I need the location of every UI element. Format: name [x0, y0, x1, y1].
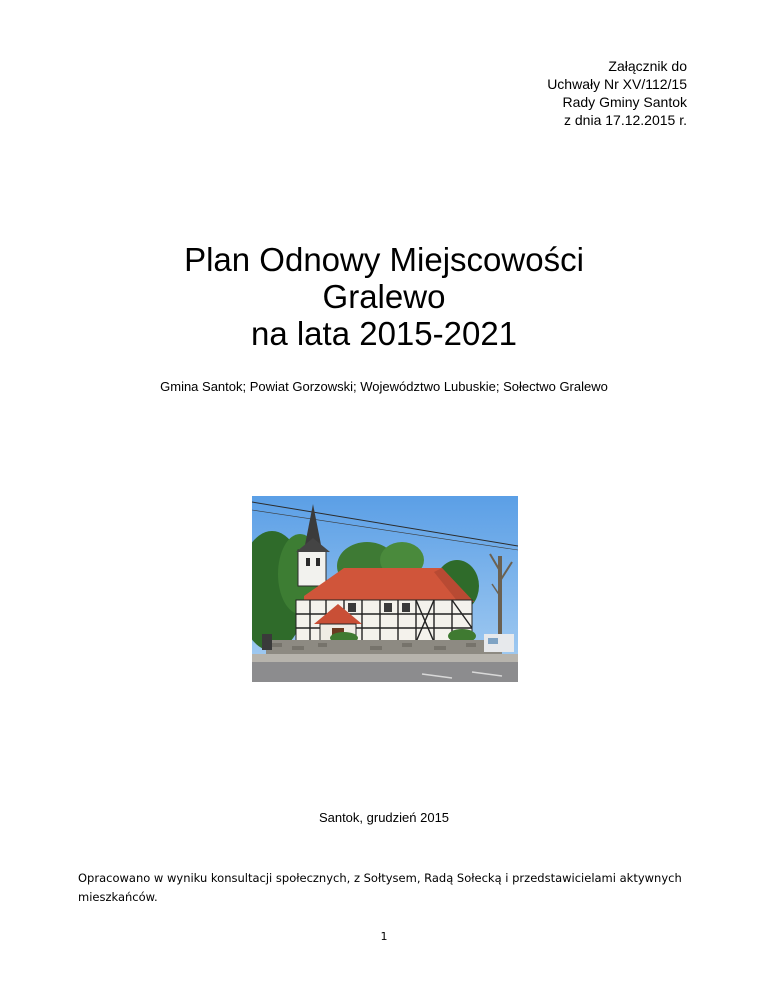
title-line-years: na lata 2015-2021: [250, 315, 518, 352]
signboard: [262, 634, 272, 650]
church-photo: [252, 496, 518, 682]
document-title: [0, 241, 768, 352]
resolution-date: z dnia 17.12.2015 r.: [564, 112, 687, 128]
administrative-location: Gmina Santok; Powiat Gorzowski; Województwo Lubuskie; Sołectwo Gralewo: [160, 379, 608, 394]
attachment-note: [547, 57, 687, 129]
sidewalk: [252, 654, 518, 662]
page-number: 1: [380, 930, 388, 943]
consultation-note: Opracowano w wyniku konsultacji społecznych, z Sołtysem, Radą Sołecką i przedstawicielami aktywnych mieszkańców.: [78, 871, 682, 904]
road: [252, 662, 518, 682]
attachment-line: Załącznik do: [608, 58, 687, 74]
title-line-village: Gralewo: [322, 278, 446, 315]
title-line-plan: Plan Odnowy Miejscowości: [184, 241, 584, 278]
church-tower: [298, 550, 326, 586]
resolution-number: Uchwały Nr XV/112/15: [547, 76, 687, 92]
place-and-date: Santok, grudzień 2015: [318, 810, 450, 825]
council-name: Rady Gminy Santok: [562, 94, 687, 110]
